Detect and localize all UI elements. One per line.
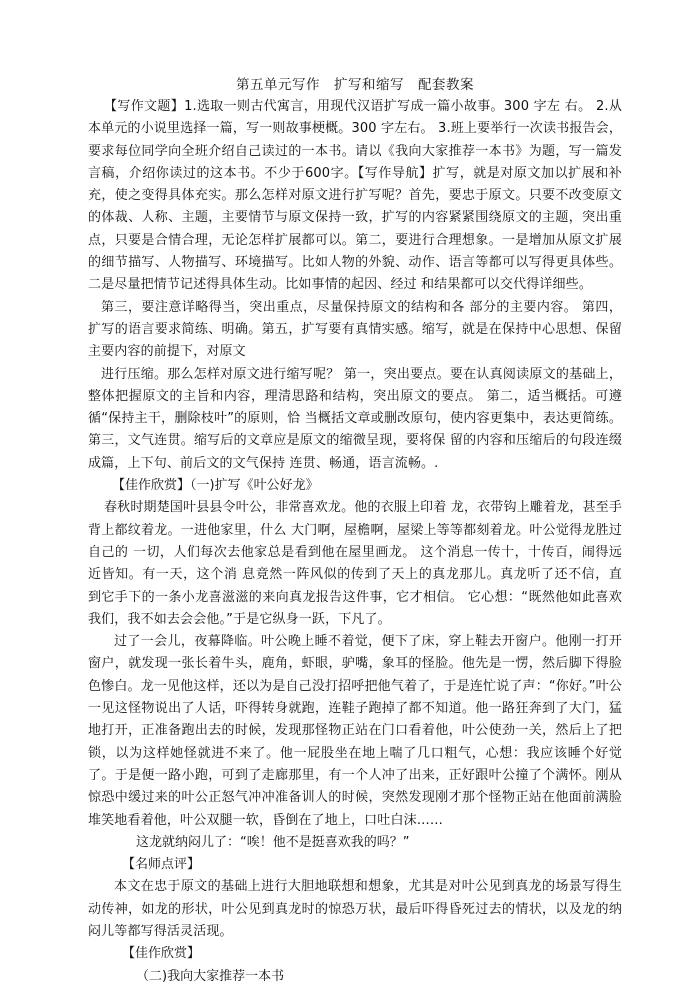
paragraph-condensation-tips: 进行压缩。那么怎样对原文进行缩写呢？ 第一，突出要点。要在认真阅读原文的基础上，整体把握原文的主旨和内容，理清思路和结构，突出原文的要点。 第二，适当概括。可遵循“保持主干，删除枝叶”的原则，恰 当概括文章或删改原句，使内容更集中，表达更简练。 第三，文气连贯。缩写后的文章应是原文的缩微呈现，要将保 留的内容和压缩后的句段连缀成篇，上下句、前后文的文气保持 连贯、畅通，语言流畅。.	[88, 366, 622, 471]
paragraph-writing-topics: 【写作文题】1.选取一则古代寓言，用现代汉语扩写成一篇小故事。300 字左 右。 2.从本单元的小说里选择一篇，写一则故事梗概。300 字左右。 3.班上要举行一次读书报告会，要求每位同学向全班介绍自己读过的一本书。请以《我向大家推荐一本书》为题，写一篇发言稿，介绍你读过的这本书。不少于600字。【写作导航】扩写，就是对原文加以扩展和补充，使之变得具体充实。那么怎样对原文进行扩写呢？首先，要忠于原文。只要不改变原文的体裁、人称、主题，主要情节与原文保持一致，扩写的内容紧紧围绕原文的主题，突出重点，只要是合情合理，无论怎样扩展都可以。第二，要进行合理想象。一是增加从原文扩展的细节描写、人物描写、环境描写。比如人物的外貌、动作、语言等都可以写得更具体些。二是尽量把情节记述得具体生动。比如事情的起因、经过 和结果都可以交代得详细些。	[88, 99, 622, 293]
paragraph-story-part-two: 过了一会儿，夜幕降临。叶公晚上睡不着觉，便下了床，穿上鞋去开窗户。他刚一打开窗户，就发现一张长着牛头，鹿角，虾眼，驴嘴，象耳的怪脸。他先是一愣，然后脚下得脸色惨白。龙一见他这样，还以为是自己没打招呼把他气着了，于是连忙说了声：“你好。”叶公一见这怪物说出了人话，吓得转身就跑，连鞋子跑掉了都不知道。他一路狂奔到了大门，猛地打开，正准备跑出去的时候，发现那怪物正站在门口看着他，叶公使劲一关，然后上了把锁，以为这样她怪就进不来了。他一屁股坐在地上喘了几口粗气，心想：我应该睡个好觉了。于是便一路小跑，可到了走廊那里，有一个人冲了出来，正好跟叶公撞了个满怀。刚从惊恐中缓过来的叶公正怒气冲冲准备训人的时候，突然发现刚才那个怪物正站在他面前满脸堆笑地看着他，叶公双腿一软，昏倒在了地上，口吐白沫……	[88, 634, 622, 828]
heading-showcase-one: 【佳作欣赏】（一)扩写《叶公好龙》	[112, 478, 319, 494]
heading-showcase-two: 【佳作欣赏】	[122, 946, 201, 962]
paragraph-story-ending: 这龙就纳闷儿了：“唉！他不是挺喜欢我的吗？”	[136, 834, 410, 850]
paragraph-expansion-tips: 第三，要注意详略得当，突出重点，尽量保持原文的结构和各 部分的主要内容。 第四，扩写的语言要求简练、明确。第五，扩写要有真情实感。缩写，就是在保持中心思想、保留主要内容的前提下，对原文	[88, 299, 622, 360]
document-page	[88, 76, 622, 988]
paragraph-story-part-one: 春秋时期楚国叶县县令叶公，非常喜欢龙。他的衣服上印着 龙，衣带钩上雕着龙，甚至手背上都纹着龙。一进他家里，什么 大门啊，屋檐啊，屋梁上等等都刻着龙。叶公觉得龙胜过自己的 一切，人们每次去他家总是看到他在屋里画龙。 这个消息一传十，十传百，闹得远近皆知。有一天，这个消 息竟然一阵风似的传到了天上的真龙那儿。真龙听了还不信，直 到它手下的一条小龙喜滋滋的来向真龙报告这件事，它才相信。 它心想：“既然他如此喜欢我们，我不如去会会他。”于是它纵身一跃，下凡了。	[88, 500, 622, 627]
heading-recommend-book: （二)我向大家推荐一本书	[136, 968, 285, 984]
heading-teacher-comment: 【名师点评】	[122, 857, 201, 873]
paragraph-teacher-comment: 本文在忠于原文的基础上进行大胆地联想和想象，尤其是对叶公见到真龙的场景写得生动传神，如龙的形状，叶公见到真龙时的惊恐万状，最后吓得昏死过去的情状，以及龙的纳闷儿等都写得活灵活现。	[88, 879, 622, 939]
page-title: 第五单元写作 扩写和缩写 配套教案	[236, 77, 474, 93]
